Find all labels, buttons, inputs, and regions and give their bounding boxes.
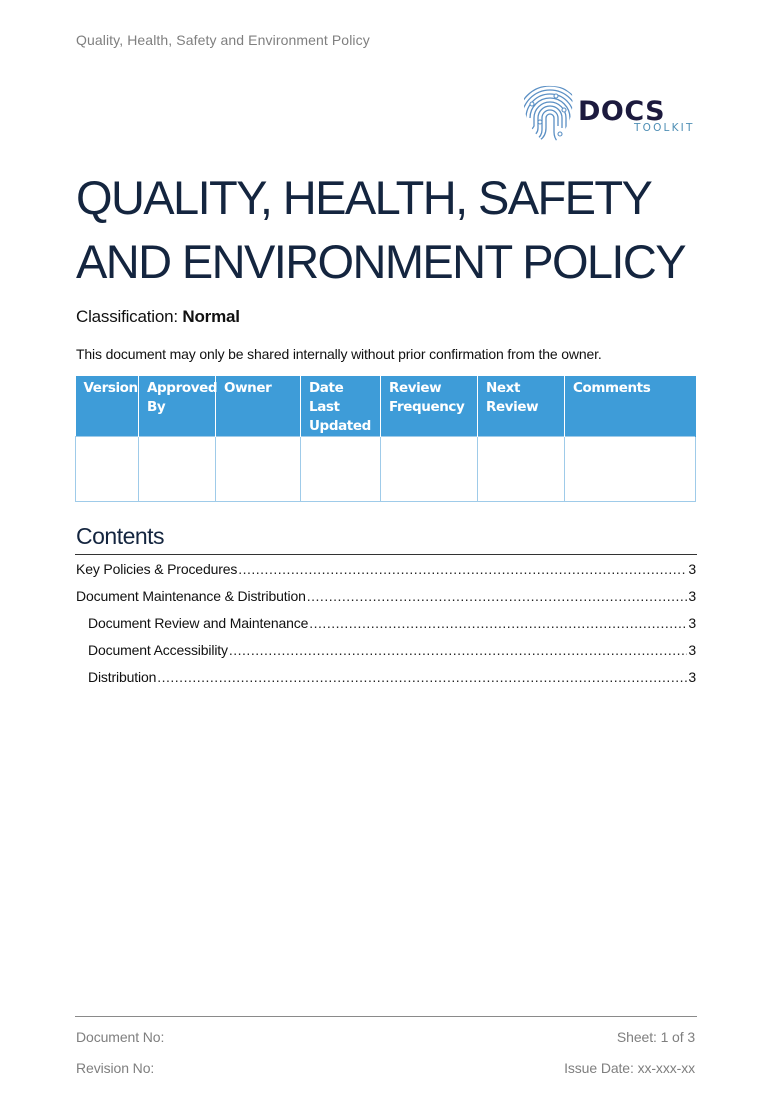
- toc-leader-dots: [309, 612, 687, 634]
- toc-leader-dots: [238, 558, 687, 580]
- contents-heading: Contents: [76, 523, 165, 549]
- running-header: Quality, Health, Safety and Environment Policy: [76, 32, 370, 48]
- toc-entry-label: Document Accessibility: [88, 642, 228, 658]
- table-row: [76, 437, 696, 502]
- page-title: [76, 166, 716, 294]
- cell-next-review[interactable]: [478, 437, 565, 502]
- document-number-label: Document No:: [76, 1029, 165, 1045]
- column-header-date-last-updated: Date Last Updated: [301, 377, 381, 437]
- toc-entry-key-policies[interactable]: [76, 558, 696, 585]
- cell-review-frequency[interactable]: [381, 437, 478, 502]
- cell-owner[interactable]: [216, 437, 301, 502]
- sheet-number: Sheet: 1 of 3: [616, 1029, 695, 1045]
- toc-leader-dots: [157, 666, 687, 688]
- cell-approved-by[interactable]: [139, 437, 216, 502]
- toc-entry-distribution[interactable]: [76, 666, 696, 693]
- toc-entry-label: Distribution: [88, 669, 157, 685]
- cell-date-last-updated[interactable]: [301, 437, 381, 502]
- classification: [76, 307, 240, 327]
- sharing-notice: This document may only be shared internally without prior confirmation from the owner.: [76, 346, 602, 362]
- logo-primary-text: DOCS: [578, 96, 666, 127]
- toc-entry-document-maintenance-distribution[interactable]: [76, 585, 696, 612]
- toc-entry-page: 3: [688, 642, 696, 658]
- toc-entry-page: 3: [688, 669, 696, 685]
- toc-entry-page: 3: [688, 561, 696, 577]
- cell-version[interactable]: [76, 437, 139, 502]
- fingerprint-shield-icon: [520, 82, 580, 150]
- toc-entry-label: Document Maintenance & Distribution: [76, 588, 306, 604]
- revision-number-label: Revision No:: [76, 1060, 155, 1076]
- title-line-2: AND ENVIRONMENT POLICY: [76, 235, 685, 288]
- logo-secondary-text: TOOLKIT: [634, 122, 695, 134]
- issue-date: Issue Date: xx-xxx-xx: [564, 1060, 695, 1076]
- version-control-table: [75, 376, 696, 502]
- column-header-next-review: Next Review: [478, 377, 565, 437]
- column-header-version: Version: [76, 377, 139, 437]
- footer-divider: [75, 1016, 697, 1017]
- toc-entry-label: Document Review and Maintenance: [88, 615, 309, 631]
- classification-label: Classification:: [76, 307, 178, 326]
- column-header-review-frequency: Review Frequency: [381, 377, 478, 437]
- contents-divider: [75, 554, 697, 555]
- column-header-owner: Owner: [216, 377, 301, 437]
- classification-value: Normal: [182, 307, 240, 326]
- toc-entry-page: 3: [688, 615, 696, 631]
- column-header-comments: Comments: [565, 377, 696, 437]
- table-of-contents: [76, 558, 696, 693]
- toc-leader-dots: [229, 639, 687, 661]
- title-line-1: QUALITY, HEALTH, SAFETY: [76, 171, 652, 224]
- toc-entry-document-review-maintenance[interactable]: [76, 612, 696, 639]
- cell-comments[interactable]: [565, 437, 696, 502]
- toc-entry-label: Key Policies & Procedures: [76, 561, 238, 577]
- toc-leader-dots: [307, 585, 688, 607]
- docs-toolkit-logo: [520, 82, 700, 150]
- toc-entry-document-accessibility[interactable]: [76, 639, 696, 666]
- toc-entry-page: 3: [688, 588, 696, 604]
- column-header-approved-by: Approved By: [139, 377, 216, 437]
- table-header-row: [76, 377, 696, 437]
